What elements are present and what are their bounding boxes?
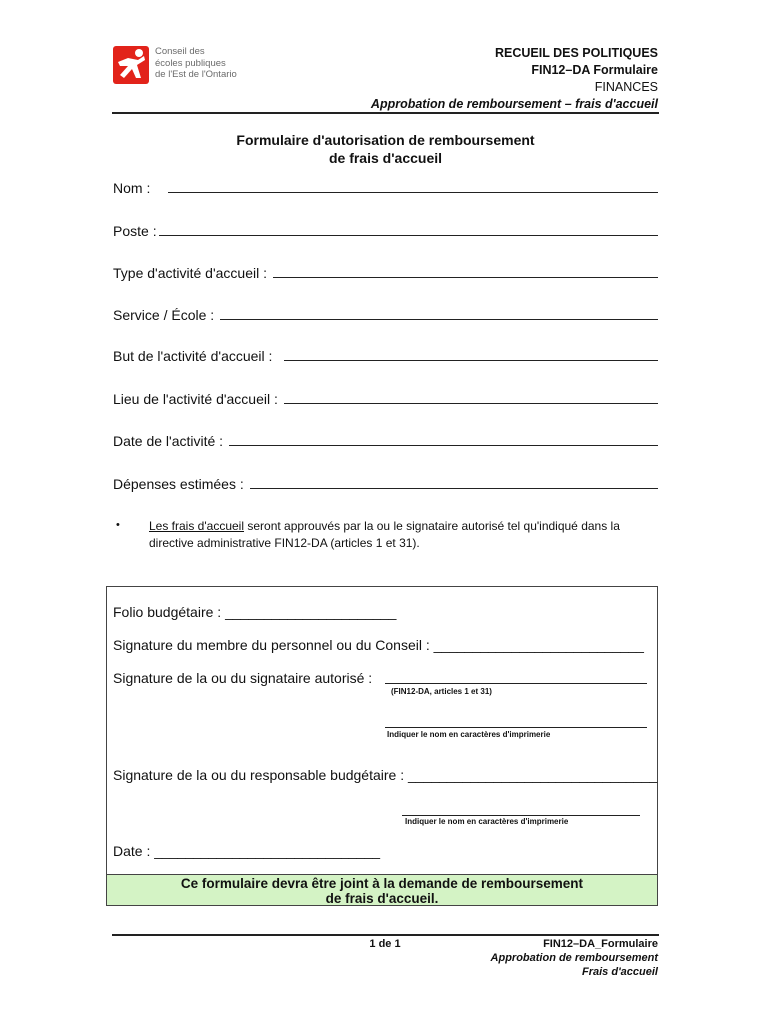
- field-service-ecole[interactable]: [113, 307, 658, 323]
- form-code: FIN12–DA Formulaire: [531, 63, 658, 77]
- footer-divider: [112, 934, 659, 936]
- field-label: Type d'activité d'accueil :: [113, 265, 267, 281]
- form-title-line-2: de frais d'accueil: [328, 150, 443, 166]
- field-label: Poste :: [113, 223, 157, 239]
- field-depenses-estimees[interactable]: [113, 476, 658, 492]
- banner-line-1: Ce formulaire devra être joint à la demande de remboursement: [180, 876, 584, 891]
- articles-caption: (FIN12-DA, articles 1 et 31): [391, 687, 492, 696]
- logo-line: de l'Est de l'Ontario: [155, 69, 237, 80]
- fill-line[interactable]: [284, 391, 658, 404]
- fill-line[interactable]: [159, 223, 658, 236]
- logo-line: Conseil des: [155, 46, 205, 57]
- folio-budgetaire-field[interactable]: Folio budgétaire : ______________________: [113, 604, 397, 620]
- field-date-activite[interactable]: [113, 433, 658, 449]
- budget-printed-name-caption: Indiquer le nom en caractères d'imprimerie: [405, 817, 569, 826]
- fill-line[interactable]: [250, 476, 658, 489]
- printed-name-line[interactable]: [385, 726, 647, 728]
- field-label: Lieu de l'activité d'accueil :: [113, 391, 278, 407]
- authorized-signature-line[interactable]: [385, 682, 647, 684]
- fill-line[interactable]: [273, 265, 658, 278]
- form-title-line-1: Formulaire d'autorisation de remboursement: [236, 132, 535, 148]
- field-label: Service / École :: [113, 307, 215, 323]
- form-subject: Approbation de remboursement – frais d'accueil: [370, 97, 658, 111]
- banner-line-2: de frais d'accueil.: [325, 891, 439, 906]
- date-field[interactable]: Date : _____________________________: [113, 843, 381, 859]
- footer-subtitle: Frais d'accueil: [582, 966, 658, 978]
- bullet-marker: •: [116, 519, 120, 531]
- header-divider: [112, 112, 659, 114]
- printed-name-caption: Indiquer le nom en caractères d'imprimerie: [387, 730, 551, 739]
- field-poste[interactable]: [113, 223, 658, 239]
- footer-subject: Approbation de remboursement: [490, 952, 658, 964]
- budget-printed-name-line[interactable]: [402, 814, 640, 816]
- field-lieu-activite[interactable]: [113, 391, 658, 407]
- logo-line: écoles publiques: [155, 57, 226, 69]
- policy-collection-title: RECUEIL DES POLITIQUES: [495, 46, 658, 60]
- department: FINANCES: [594, 80, 658, 94]
- page-number: 1 de 1: [369, 938, 401, 950]
- member-signature-field[interactable]: Signature du membre du personnel ou du Conseil : ___________________________: [113, 637, 644, 653]
- fill-line[interactable]: [229, 433, 658, 446]
- field-type-activite[interactable]: [113, 265, 658, 281]
- authorized-signature-label: Signature de la ou du signataire autorisé :: [113, 670, 373, 686]
- logo-text: [155, 46, 237, 81]
- frais-accueil-link[interactable]: Les frais d'accueil: [149, 519, 245, 533]
- footer-form-code: FIN12–DA_Formulaire: [543, 938, 658, 950]
- approval-note: [149, 518, 659, 552]
- approval-note-text: seront approuvés par la ou le signataire autorisé tel qu'indiqué dans la directive administrative FIN12-DA (articles 1 et 31).: [149, 519, 620, 550]
- fill-line[interactable]: [284, 348, 658, 361]
- fill-line[interactable]: [220, 307, 658, 320]
- field-nom[interactable]: [113, 180, 658, 196]
- fill-line[interactable]: [168, 180, 658, 193]
- field-label: But de l'activité d'accueil :: [113, 348, 273, 364]
- field-label: Nom :: [113, 180, 151, 196]
- field-but-activite[interactable]: [113, 348, 658, 364]
- attachment-notice-banner: [106, 874, 658, 906]
- field-label: Date de l'activité :: [113, 433, 224, 449]
- field-label: Dépenses estimées :: [113, 476, 244, 492]
- budget-signature-field[interactable]: Signature de la ou du responsable budgétaire : ________________________________: [113, 767, 658, 783]
